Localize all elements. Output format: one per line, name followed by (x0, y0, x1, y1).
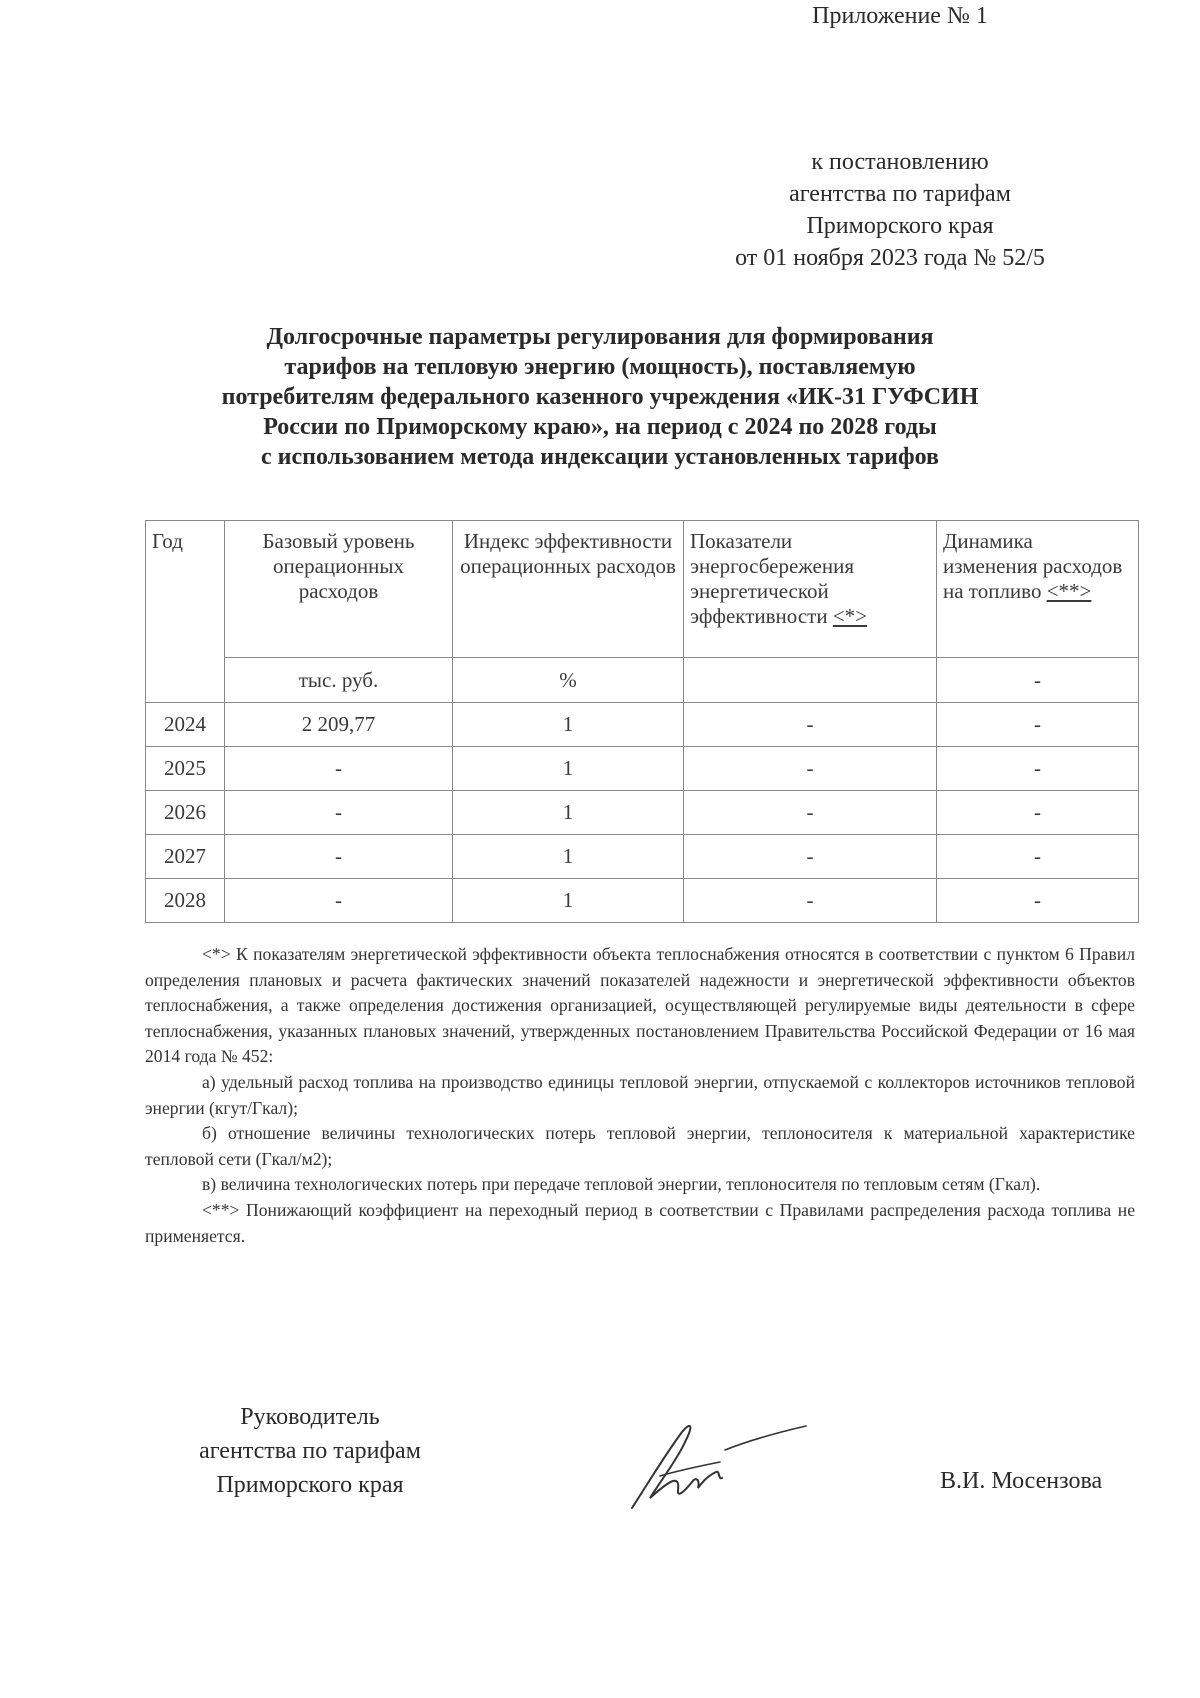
title-line: тарифов на тепловую энергию (мощность), поставляемую (284, 354, 916, 380)
header-energy-saving-label: Показатели энергосбережения энергетической эффективности (690, 529, 855, 628)
footnote-paragraph: <*> К показателям энергетической эффективности объекта теплоснабжения относятся в соответствии с пунктом 6 Правил определения плановых и расчета фактических значений показателей надежности и энергетической эффективности объектов теплоснабжения, а также определения достижения организацией, осуществляющей регулируемые виды деятельности в сфере теплоснабжения, указанных плановых значений, утвержденных постановлением Правительства Российской Федерации от 16 мая 2014 года № 452: (145, 944, 1135, 1067)
unit-saving (684, 658, 937, 703)
cell-year: 2028 (146, 879, 225, 923)
handwritten-signature (620, 1410, 820, 1520)
title-line: потребителям федерального казенного учреждения «ИК-31 ГУФСИН (221, 384, 979, 410)
footnotes (145, 942, 1135, 1249)
cell-year: 2027 (146, 835, 225, 879)
title-line: России по Приморскому краю», на период с 2024 по 2028 годы (263, 414, 937, 440)
title-line: с использованием метода индексации установленных тарифов (261, 444, 939, 470)
unit-base: тыс. руб. (225, 658, 453, 703)
cell-saving: - (684, 791, 937, 835)
table-row (146, 835, 1139, 879)
header-efficiency-index: Индекс эффективности операционных расходов (453, 521, 684, 658)
cell-saving: - (684, 747, 937, 791)
header-fuel-dynamics-label: Динамика изменения расходов на топливо (943, 529, 1123, 603)
cell-fuel: - (937, 879, 1139, 923)
cell-year: 2025 (146, 747, 225, 791)
cell-fuel: - (937, 791, 1139, 835)
cell-saving: - (684, 835, 937, 879)
cell-year: 2024 (146, 703, 225, 747)
cell-index: 1 (453, 747, 684, 791)
unit-index: % (453, 658, 684, 703)
footnote-ref-link[interactable]: <**> (1046, 579, 1092, 603)
parameters-table (145, 520, 1139, 923)
cell-index: 1 (453, 703, 684, 747)
header-base-level: Базовый уровень операционных расходов (225, 521, 453, 658)
cell-base: - (225, 791, 453, 835)
appendix-number: Приложение № 1 (812, 3, 988, 29)
table-header-row (146, 521, 1139, 658)
header-fuel-dynamics (937, 521, 1139, 658)
footnote-paragraph: <**> Понижающий коэффициент на переходный период в соответствии с Правилами распределения расхода топлива не применяется. (145, 1199, 1135, 1246)
cell-base: - (225, 747, 453, 791)
signatory-position (160, 1400, 460, 1502)
table-row (146, 791, 1139, 835)
header-year: Год (146, 521, 225, 703)
cell-fuel: - (937, 703, 1139, 747)
position-line: Приморского края (216, 1472, 404, 1498)
unit-fuel: - (937, 658, 1139, 703)
header-energy-saving (684, 521, 937, 658)
table-row (146, 879, 1139, 923)
table-units-row (146, 658, 1139, 703)
cell-saving: - (684, 703, 937, 747)
position-line: Руководитель (240, 1404, 380, 1430)
title-line: Долгосрочные параметры регулирования для формирования (266, 324, 934, 350)
appendix-details (700, 146, 1100, 274)
table-row (146, 703, 1139, 747)
cell-saving: - (684, 879, 937, 923)
table-row (146, 747, 1139, 791)
footnote-paragraph: а) удельный расход топлива на производство единицы тепловой энергии, отпускаемой с коллекторов источников тепловой энергии (кгут/Гкал); (145, 1071, 1135, 1118)
cell-base: - (225, 879, 453, 923)
cell-index: 1 (453, 879, 684, 923)
appendix-date-line: от 01 ноября 2023 года № 52/5 (735, 245, 1045, 271)
document-title (140, 322, 1060, 472)
cell-year: 2026 (146, 791, 225, 835)
cell-fuel: - (937, 835, 1139, 879)
footnote-paragraph: б) отношение величины технологических потерь тепловой энергии, теплоносителя к материальной характеристике тепловой сети (Гкал/м2); (145, 1123, 1135, 1169)
cell-index: 1 (453, 835, 684, 879)
signatory-name: В.И. Мосензова (940, 1468, 1103, 1494)
footnote-paragraph: в) величина технологических потерь при передаче тепловой энергии, теплоносителя по тепловым сетям (Гкал). (202, 1174, 1041, 1195)
cell-index: 1 (453, 791, 684, 835)
appendix-line: Приморского края (806, 213, 994, 239)
appendix-line: агентства по тарифам (789, 181, 1011, 207)
cell-fuel: - (937, 747, 1139, 791)
position-line: агентства по тарифам (199, 1438, 421, 1464)
footnote-ref-link[interactable]: <*> (832, 604, 867, 628)
cell-base: 2 209,77 (225, 703, 453, 747)
appendix-line: к постановлению (811, 149, 989, 175)
cell-base: - (225, 835, 453, 879)
